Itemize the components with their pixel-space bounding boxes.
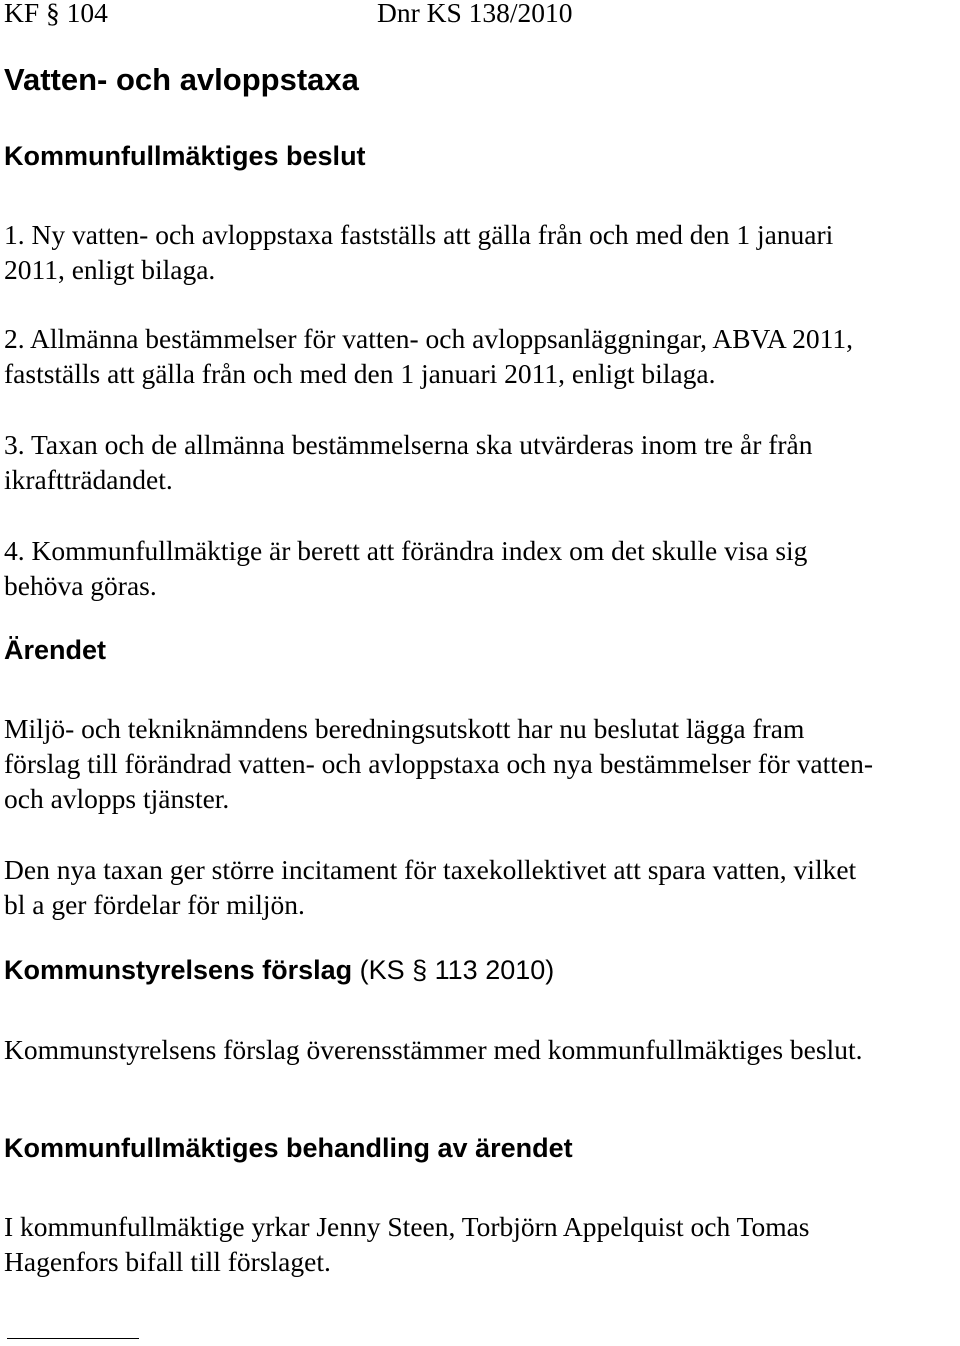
section-heading-behandling: Kommunfullmäktiges behandling av ärendet xyxy=(4,1133,573,1163)
text-line: Miljö- och tekniknämndens beredningsutskott har nu beslutat lägga fram xyxy=(4,713,805,744)
paragraph-number: KF § 104 xyxy=(4,0,108,28)
text-line: och avlopps tjänster. xyxy=(4,783,230,814)
body-paragraph xyxy=(4,852,944,922)
text-line: 1. Ny vatten- och avloppstaxa fastställs att gälla från och med den 1 januari xyxy=(4,219,834,250)
document-title: Vatten- och avloppstaxa xyxy=(4,62,359,97)
body-paragraph xyxy=(4,711,944,816)
text-line: 2011, enligt bilaga. xyxy=(4,254,216,285)
section-heading-arendet: Ärendet xyxy=(4,635,107,665)
decision-item xyxy=(4,427,944,497)
text-line: behöva göras. xyxy=(4,570,157,601)
text-line: bl a ger fördelar för miljön. xyxy=(4,889,305,920)
case-number: Dnr KS 138/2010 xyxy=(377,0,573,28)
text-line: Hagenfors bifall till förslaget. xyxy=(4,1246,331,1277)
text-line: Den nya taxan ger större incitament för taxekollektivet att spara vatten, vilket xyxy=(4,854,857,885)
decision-item xyxy=(4,533,944,603)
text-line: fastställs att gälla från och med den 1 januari 2011, enligt bilaga. xyxy=(4,358,716,389)
document-header xyxy=(4,0,954,31)
text-line: förslag till förändrad vatten- och avloppstaxa och nya bestämmelser för vatten- xyxy=(4,748,873,779)
forslag-reference: (KS § 113 2010) xyxy=(359,955,555,985)
body-paragraph xyxy=(4,1032,944,1067)
text-line: ikraftträdandet. xyxy=(4,464,173,495)
section-heading-beslut: Kommunfullmäktiges beslut xyxy=(4,141,366,171)
decision-item xyxy=(4,217,944,287)
section-heading-forslag xyxy=(4,952,554,988)
text-line: 4. Kommunfullmäktige är berett att förändra index om det skulle visa sig xyxy=(4,535,808,566)
decision-item xyxy=(4,321,944,391)
text-line: I kommunfullmäktige yrkar Jenny Steen, Torbjörn Appelquist och Tomas xyxy=(4,1211,810,1242)
forslag-heading-text: Kommunstyrelsens förslag xyxy=(4,955,353,985)
text-line: 2. Allmänna bestämmelser för vatten- och avloppsanläggningar, ABVA 2011, xyxy=(4,323,853,354)
body-paragraph xyxy=(4,1209,944,1279)
signature-line xyxy=(7,1338,139,1339)
text-line: 3. Taxan och de allmänna bestämmelserna ska utvärderas inom tre år från xyxy=(4,429,813,460)
text-line: Kommunstyrelsens förslag överensstämmer med kommunfullmäktiges beslut. xyxy=(4,1034,863,1065)
